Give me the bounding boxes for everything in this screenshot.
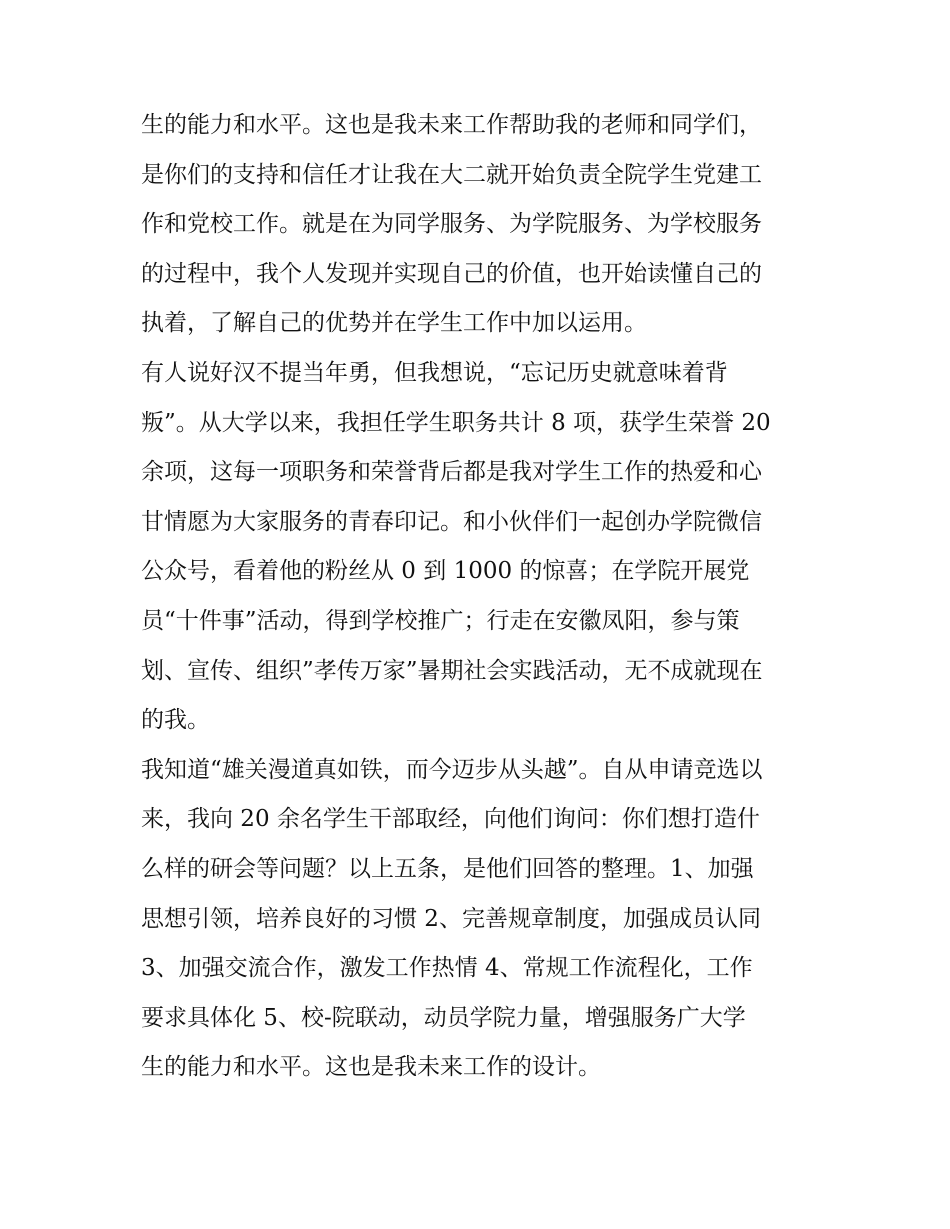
text-line: 生的能力和水平。这也是我未来工作的设计。 <box>141 1054 601 1081</box>
text-line: 的过程中，我个人发现并实现自己的价值，也开始读懂自己的 <box>141 260 762 287</box>
text-line: 叛”。从大学以来，我担任学生职务共计 8 项，获学生荣誉 20 <box>141 409 771 436</box>
text-line: 的我。 <box>141 707 210 734</box>
text-line: 要求具体化 5、校-院联动，动员学院力量，增强服务广大学 <box>141 1004 746 1031</box>
text-line: 么样的研会等问题？以上五条，是他们回答的整理。1、加强 <box>141 855 754 882</box>
text-line: 是你们的支持和信任才让我在大二就开始负责全院学生党建工 <box>141 161 762 188</box>
text-line: 作和党校工作。就是在为同学服务、为学院服务、为学校服务 <box>141 211 762 238</box>
text-line: 3、加强交流合作，激发工作热情 4、常规工作流程化，工作 <box>141 955 753 982</box>
text-line: 员“十件事”活动，得到学校推广；行走在安徽凤阳，参与策 <box>141 607 740 634</box>
text-line: 执着，了解自己的优势并在学生工作中加以运用。 <box>141 310 647 337</box>
text-line: 生的能力和水平。这也是我未来工作帮助我的老师和同学们， <box>141 112 762 138</box>
body-text <box>141 101 831 1093</box>
text-line: 来，我向 20 余名学生干部取经，向他们询问：你们想打造什 <box>141 806 760 833</box>
text-line: 有人说好汉不提当年勇，但我想说，“忘记历史就意味着背 <box>141 359 728 386</box>
text-line: 公众号，看着他的粉丝从 0 到 1000 的惊喜；在学院开展党 <box>141 558 750 585</box>
text-line: 甘情愿为大家服务的青春印记。和小伙伴们一起创办学院微信 <box>141 508 762 535</box>
text-line: 划、宣传、组织”孝传万家”暑期社会实践活动，无不成就现在 <box>141 657 763 684</box>
text-line: 我知道“雄关漫道真如铁，而今迈步从头越”。自从申请竞选以 <box>141 756 763 783</box>
text-line: 思想引领，培养良好的习惯 2、完善规章制度，加强成员认同 <box>141 905 761 932</box>
text-line: 余项，这每一项职务和荣誉背后都是我对学生工作的热爱和心 <box>141 459 762 486</box>
